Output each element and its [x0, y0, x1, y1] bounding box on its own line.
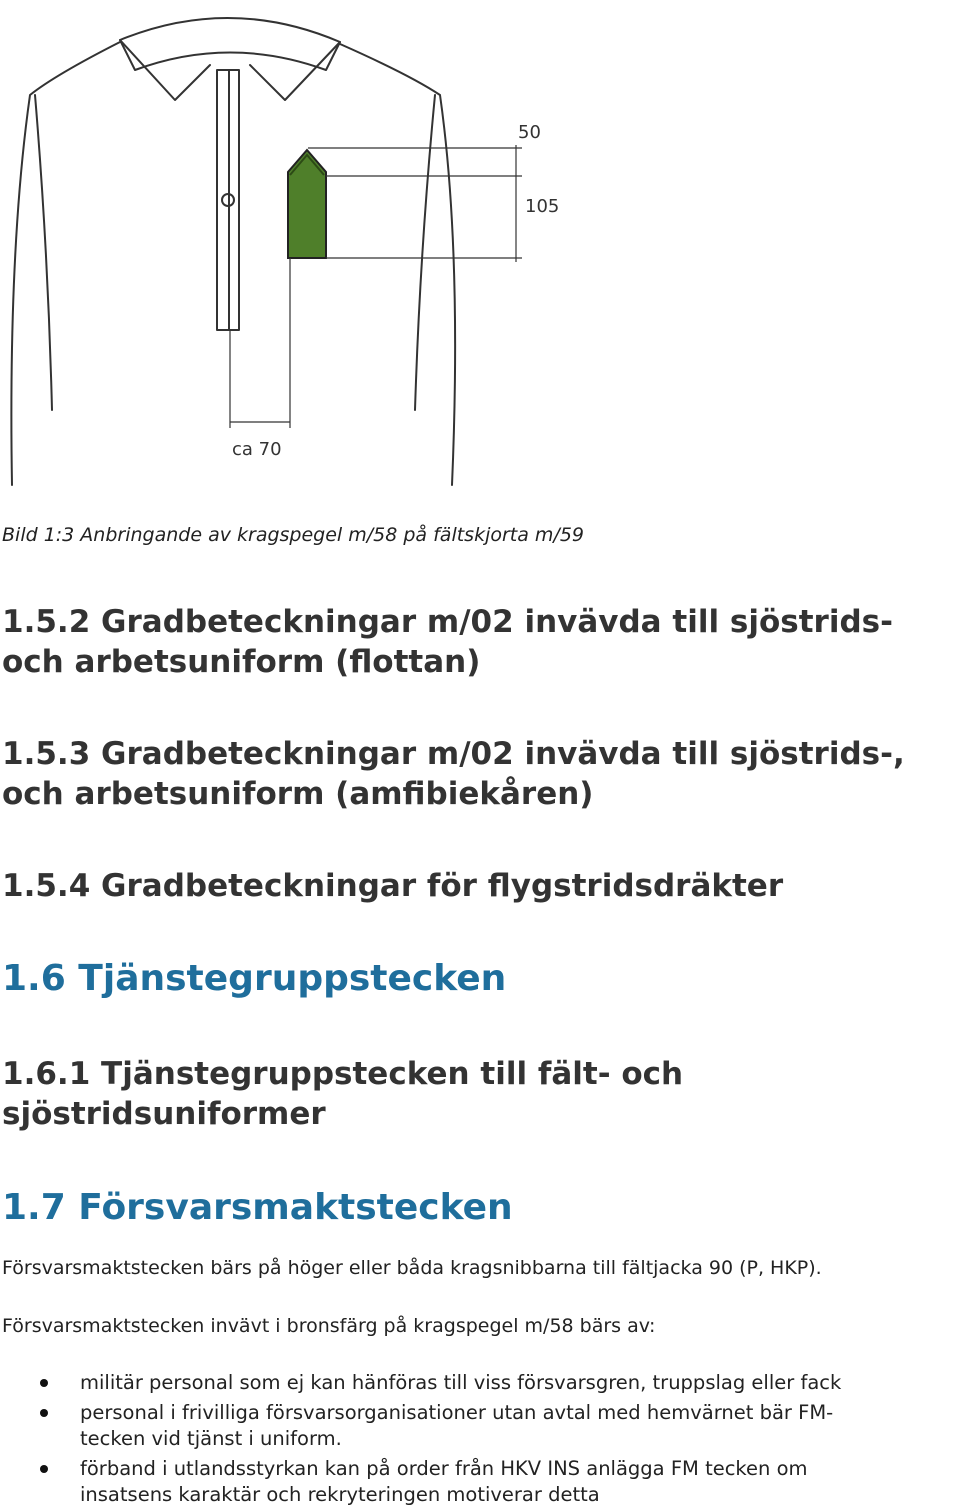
shirt-diagram	[0, 0, 960, 500]
heading-1-5-3-line2: och arbetsuniform (amfibiekåren)	[2, 776, 594, 812]
heading-1-5-2	[2, 602, 893, 682]
list-item-line1: förband i utlandsstyrkan kan på order från HKV INS anlägga FM tecken om	[80, 1457, 808, 1480]
list-item	[0, 1370, 940, 1396]
shirt-left-outline	[11, 42, 120, 485]
bullet-icon	[40, 1379, 48, 1387]
shirt-right-sleeve-seam	[415, 95, 435, 410]
bullet-list	[0, 1370, 960, 1512]
shirt-left-sleeve-seam	[35, 95, 52, 410]
list-item-line1: personal i frivilliga försvarsorganisationer utan avtal med hemvärnet bär FM-	[80, 1401, 834, 1424]
list-item	[0, 1400, 940, 1452]
list-item-line2: insatsens karaktär och rekryteringen motiverar detta	[80, 1483, 600, 1506]
collar-right-point	[250, 42, 340, 100]
bullet-icon	[40, 1409, 48, 1417]
heading-1-5-2-line1: 1.5.2 Gradbeteckningar m/02 invävda till sjöstrids-	[2, 604, 893, 640]
collar-patch	[288, 150, 326, 258]
shirt-drawing	[0, 0, 960, 500]
heading-1-6-1	[2, 1054, 683, 1134]
heading-1-6-1-line2: sjöstridsuniformer	[2, 1096, 326, 1132]
heading-1-5-4: 1.5.4 Gradbeteckningar för flygstridsdräkter	[2, 868, 784, 904]
paragraph-1: Försvarsmaktstecken bärs på höger eller båda kragsnibbarna till fältjacka 90 (P, HKP).	[2, 1257, 822, 1279]
heading-1-7: 1.7 Försvarsmaktstecken	[2, 1187, 513, 1228]
dim-label-height: 105	[525, 196, 560, 217]
list-item	[0, 1456, 940, 1508]
paragraph-2: Försvarsmaktstecken invävt i bronsfärg på kragspegel m/58 bärs av:	[2, 1315, 656, 1337]
collar	[120, 18, 340, 70]
heading-1-5-2-line2: och arbetsuniform (flottan)	[2, 644, 481, 680]
figure-caption: Bild 1:3 Anbringande av kragspegel m/58 på fältskjorta m/59	[2, 524, 585, 546]
heading-1-6-1-line1: 1.6.1 Tjänstegruppstecken till fält- och	[2, 1056, 684, 1092]
heading-1-5-3-line1: 1.5.3 Gradbeteckningar m/02 invävda till sjöstrids-,	[2, 736, 905, 772]
dim-label-width: ca 70	[232, 439, 282, 460]
list-item-line2: tecken vid tjänst i uniform.	[80, 1427, 342, 1450]
dim-label-top: 50	[518, 122, 541, 143]
collar-left-point	[120, 40, 210, 100]
bullet-icon	[40, 1465, 48, 1473]
heading-1-6: 1.6 Tjänstegruppstecken	[2, 958, 507, 999]
heading-1-5-3	[2, 734, 905, 814]
list-item-line1: militär personal som ej kan hänföras till viss försvarsgren, truppslag eller fack	[80, 1371, 842, 1394]
shirt-right-outline	[340, 44, 455, 485]
